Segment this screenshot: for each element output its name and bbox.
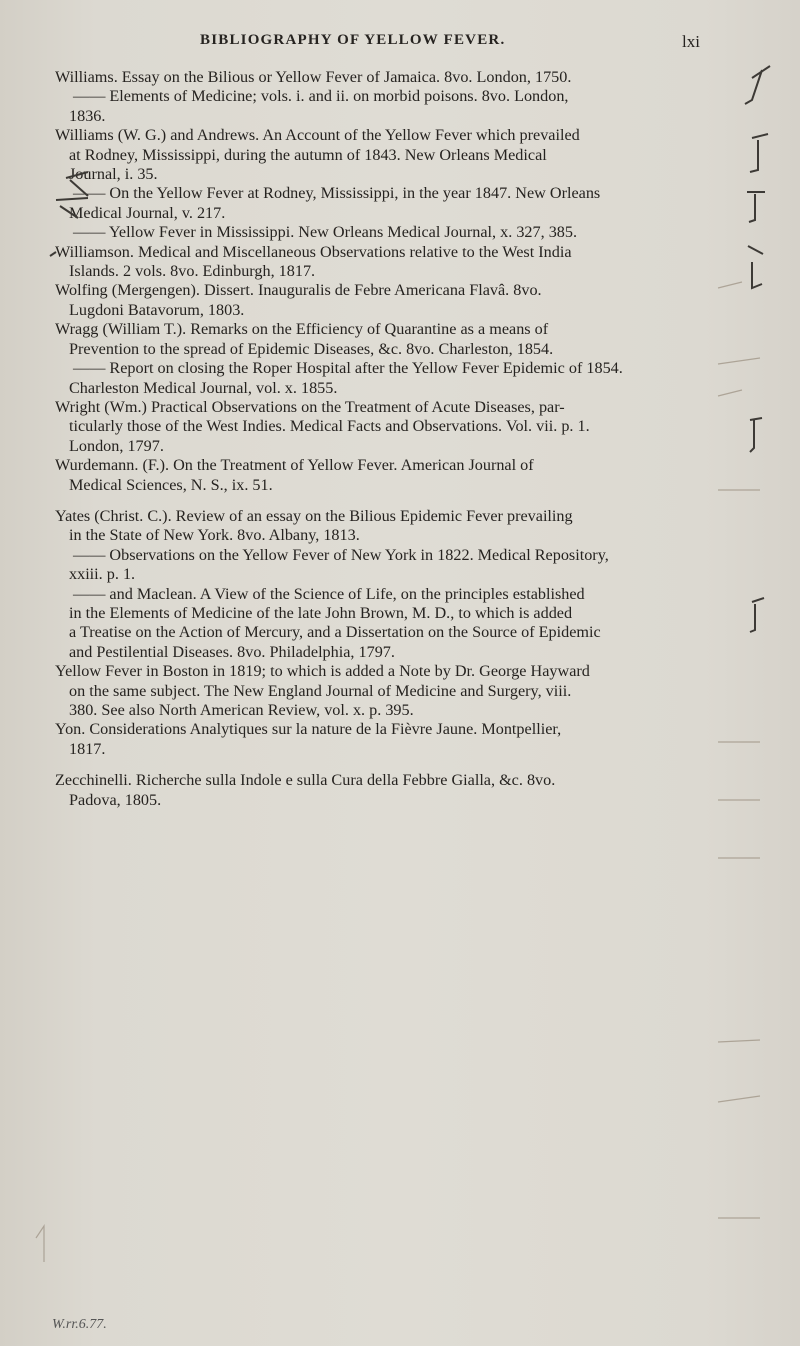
margin-mark: [750, 134, 768, 172]
entry-line: —— and Maclean. A View of the Science of Life, on the principles established: [73, 584, 585, 603]
entry-line: Journal, i. 35.: [69, 165, 158, 184]
entry-line: Yon. Considerations Analytiques sur la nature de la Fièvre Jaune. Montpellier,: [55, 720, 562, 739]
entry-line: and Pestilential Diseases. 8vo. Philadelphia, 1797.: [69, 642, 395, 661]
margin-mark: [750, 418, 762, 452]
entry-line: Padova, 1805.: [69, 790, 162, 809]
entry-line: —— Elements of Medicine; vols. i. and ii. on morbid poisons. 8vo. London,: [73, 87, 569, 106]
entry-line: in the Elements of Medicine of the late John Brown, M. D., to which is added: [69, 603, 573, 622]
entry-line: on the same subject. The New England Journal of Medicine and Surgery, viii.: [69, 681, 572, 700]
entry-line: —— Yellow Fever in Mississippi. New Orleans Medical Journal, x. 327, 385.: [73, 223, 578, 242]
entry-line: 1836.: [69, 106, 106, 125]
entry-line: ticularly those of the West Indies. Medical Facts and Observations. Vol. vii. p. 1.: [69, 417, 590, 436]
margin-mark: [745, 70, 762, 104]
entry-line: Williams (W. G.) and Andrews. An Account of the Yellow Fever which prevailed: [55, 126, 580, 145]
entry-line: Lugdoni Batavorum, 1803.: [69, 300, 245, 319]
entry-line: Williams. Essay on the Bilious or Yellow Fever of Jamaica. 8vo. London, 1750.: [55, 68, 572, 86]
margin-mark: [66, 172, 88, 196]
pencil-shelf-note: W.rr.6.77.: [52, 1317, 107, 1332]
entry-line: a Treatise on the Action of Mercury, and a Dissertation on the Source of Epidemic: [69, 623, 601, 642]
entry-line: Yates (Christ. C.). Review of an essay on the Bilious Epidemic Fever prevailing: [55, 506, 573, 525]
entry-line: Wragg (William T.). Remarks on the Efficiency of Quarantine as a means of: [55, 320, 549, 339]
entry-line: Williamson. Medical and Miscellaneous Observations relative to the West India: [55, 242, 572, 261]
entry-line: Wurdemann. (F.). On the Treatment of Yellow Fever. American Journal of: [55, 456, 534, 475]
entry-line: London, 1797.: [69, 436, 164, 455]
entry-line: Charleston Medical Journal, vol. x. 1855.: [69, 378, 338, 397]
entry-line: Medical Journal, v. 217.: [69, 203, 226, 222]
entry-line: 1817.: [69, 739, 106, 758]
entry-line: xxiii. p. 1.: [69, 565, 136, 584]
entry-line: Medical Sciences, N. S., ix. 51.: [69, 475, 273, 494]
margin-mark: [747, 192, 765, 222]
entry-line: in the State of New York. 8vo. Albany, 1813.: [69, 526, 360, 545]
margin-mark: [50, 252, 56, 256]
entry-line: Wright (Wm.) Practical Observations on the Treatment of Acute Diseases, par-: [55, 397, 565, 416]
entry-line: —— Observations on the Yellow Fever of New York in 1822. Medical Repository,: [73, 545, 609, 564]
entry-line: 380. See also North American Review, vol. x. p. 395.: [69, 701, 414, 719]
entry-line: Zecchinelli. Richerche sulla Indole e sulla Cura della Febbre Gialla, &c. 8vo.: [55, 771, 556, 790]
page-folio: lxi: [682, 32, 700, 51]
entry-line: Prevention to the spread of Epidemic Diseases, &c. 8vo. Charleston, 1854.: [69, 339, 554, 358]
margin-mark: [752, 66, 770, 78]
entry-line: at Rodney, Mississippi, during the autumn of 1843. New Orleans Medical: [69, 145, 547, 164]
entry-line: —— On the Yellow Fever at Rodney, Mississippi, in the year 1847. New Orleans: [73, 184, 601, 203]
header-title: BIBLIOGRAPHY OF YELLOW FEVER.: [200, 32, 506, 48]
entry-line: Yellow Fever in Boston in 1819; to which is added a Note by Dr. George Hayward: [55, 662, 590, 681]
margin-mark: [748, 246, 763, 254]
margin-mark: [752, 262, 762, 288]
entry-line: —— Report on closing the Roper Hospital after the Yellow Fever Epidemic of 1854.: [73, 359, 623, 378]
entry-line: Islands. 2 vols. 8vo. Edinburgh, 1817.: [69, 262, 316, 281]
margin-mark: [56, 198, 88, 218]
margin-mark: [750, 598, 764, 632]
entry-line: Wolfing (Mergengen). Dissert. Inauguralis de Febre Americana Flavâ. 8vo.: [55, 281, 542, 300]
